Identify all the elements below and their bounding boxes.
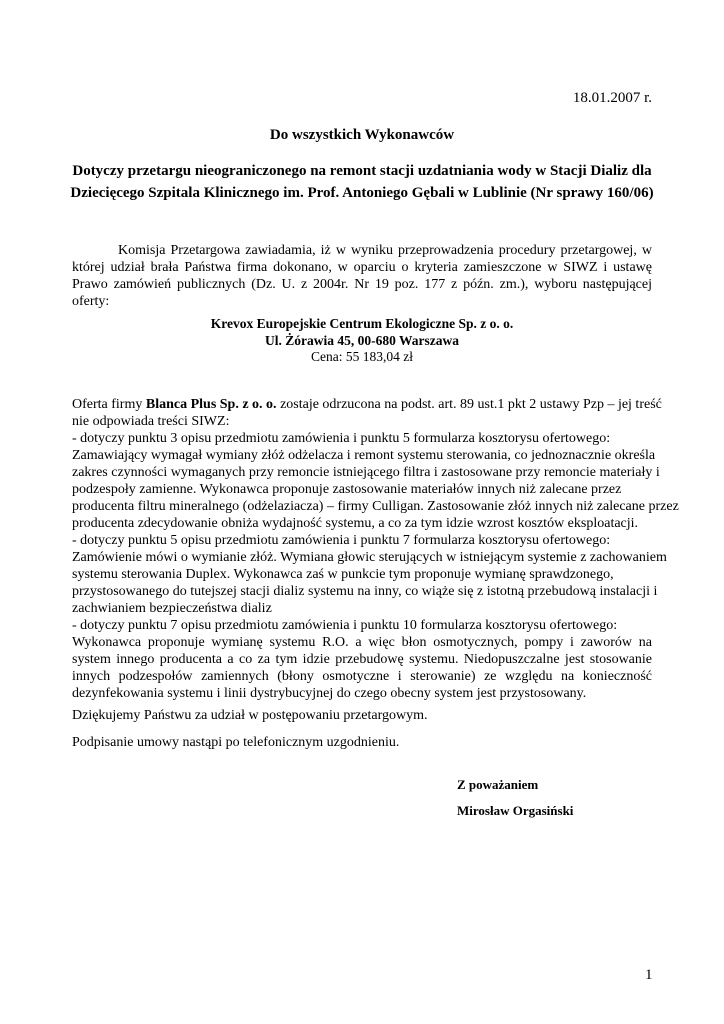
winner-price: Cena: 55 183,04 zł [311,349,413,364]
addressee-heading: Do wszystkich Wykonawców [269,127,455,143]
rejection-line: producenta filtru mineralnego (odżelaziacza) – firmy Culligan. Zastosowanie złóż innych niż zalecane przez [72,499,679,514]
signatory-name: Mirosław Orgasiński [457,803,574,818]
rejection-line: Zamawiający wymagał wymiany złóż odżelacza i remont systemu sterowania, co jednoznacznie określa [72,448,656,463]
rejection-line: - dotyczy punktu 5 opisu przedmiotu zamówienia i punktu 7 formularza kosztorysu ofertowego: [72,533,611,548]
intro-paragraph: Komisja Przetargowa zawiadamia, iż w wyniku przeprowadzenia procedury przetargowej, w której udział brała Państwa firma dokonano, w oparciu o kryteria zamieszczone w SIWZ i ustawę Prawo zamówień publicznych (Dz. U. z 2004r. Nr 19 poz. 177 z późn. zm.), wyboru następującej oferty: [72,243,652,309]
rejection-line: producenta zdecydowanie obniża wydajność systemu, a co za tym idzie wzrost kosztów eksploatacji. [72,516,639,531]
rejection-first-line [72,396,662,413]
rejection-line: - dotyczy punktu 7 opisu przedmiotu zamówienia i punktu 10 formularza kosztorysu ofertowego: [72,618,618,633]
rejection-line: zakres czynności wymaganych przy remoncie istniejącego filtra i zastosowane przy remoncie materiały i [72,465,660,480]
rejection-prefix: Oferta firmy [72,397,146,412]
rejection-line: nie odpowiada treści SIWZ: [72,414,230,429]
rejection-line: Zamówienie mówi o wymianie złóż. Wymiana głowic sterujących w istniejącym systemie z zachowaniem [72,550,667,565]
rejection-line: podzespoły zamienne. Wykonawca proponuje zastosowanie materiałów innych niż zalecane przez [72,482,622,497]
rejection-line: przystosowanego do tutejszej stacji dializ systemu na inny, co wiąże się z istotną przebudową instalacji i [72,584,658,599]
rejection-final-paragraph: Wykonawca proponuje wymianę systemu R.O. a więc błon osmotycznych, pompy i zaworów na system innego producenta a co za tym idzie przebudowę systemu. Niedopuszczalne jest stosowanie innych podzespołów zamiennych (błony osmotyczne i sterowanie) ze względu na konieczność dezynfekowania systemu i linii dystrybucyjnej do czego obecny system jest przystosowany. [72,635,652,701]
closing-salutation: Z poważaniem [457,777,539,792]
rejection-suffix: zostaje odrzucona na podst. art. 89 ust.1 pkt 2 ustawy Pzp – jej treść [276,397,662,412]
rejection-line: - dotyczy punktu 3 opisu przedmiotu zamówienia i punktu 5 formularza kosztorysu ofertowego: [72,431,611,446]
page-number: 1 [645,967,653,983]
subject-heading: Dotyczy przetargu nieograniczonego na remont stacji uzdatniania wody w Stacji Dializ dla Dziecięcego Szpitala Klinicznego im. Prof. Antoniego Gębali w Lublinie (Nr sprawy 160/06) [70,163,654,201]
rejection-line: zachwianiem bezpieczeństwa dializ [72,601,272,616]
thanks-line: Dziękujemy Państwu za udział w postępowaniu przetargowym. [72,708,428,723]
document-date: 18.01.2007 r. [572,90,652,106]
winner-address: Ul. Żórawia 45, 00-680 Warszawa [265,333,459,348]
winner-name: Krevox Europejskie Centrum Ekologiczne Sp. z o. o. [210,316,514,331]
rejection-line: systemu sterowania Duplex. Wykonawca zaś w punkcie tym proponuje wymianę sprawdzonego, [72,567,614,582]
rejected-company: Blanca Plus Sp. z o. o. [145,397,277,412]
signing-line: Podpisanie umowy nastąpi po telefonicznym uzgodnieniu. [72,735,400,750]
